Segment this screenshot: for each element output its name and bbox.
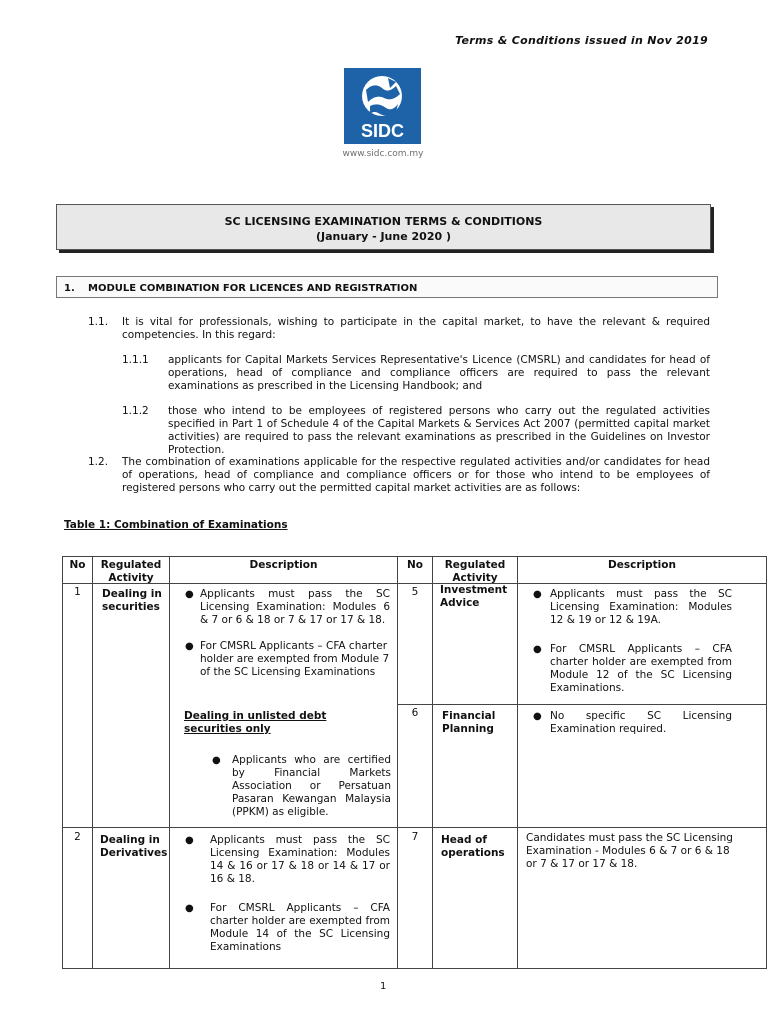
table-line — [397, 827, 767, 828]
table-line — [517, 556, 518, 969]
bullet-icon: ● — [185, 589, 194, 600]
sidc-logo — [344, 68, 421, 144]
document-title-box — [56, 204, 711, 250]
logo-text: SIDC — [360, 121, 405, 141]
para-1-1-text: It is vital for professionals, wishing to participate in the capital market, to have the relevant & required competencies. In this regard: — [122, 316, 710, 341]
description-text: No specific SC Licensing Examination required. — [550, 710, 732, 735]
section-heading: MODULE COMBINATION FOR LICENCES AND REGISTRATION — [88, 283, 418, 294]
para-1-2-number: 1.2. — [88, 456, 109, 468]
page-number: 1 — [380, 981, 387, 992]
header-no: No — [406, 559, 423, 571]
header-activity: Regulated Activity — [100, 559, 162, 584]
bullet-icon: ● — [185, 835, 194, 846]
table-line — [432, 556, 433, 969]
table-line — [62, 556, 63, 969]
table-line — [92, 556, 93, 969]
table-line — [169, 556, 170, 969]
table-line — [766, 556, 767, 969]
table-line — [397, 556, 398, 969]
table-line — [62, 827, 397, 828]
row-number: 7 — [411, 831, 419, 843]
row-number: 1 — [74, 586, 81, 598]
document-title: SC LICENSING EXAMINATION TERMS & CONDITIONS — [224, 215, 543, 228]
sub-heading-unlisted-debt: Dealing in unlisted debt securities only — [184, 710, 327, 735]
row-number: 5 — [411, 586, 419, 598]
activity-financial-planning: Financial Planning — [442, 710, 496, 735]
activity-dealing-securities: Dealing in securities — [102, 588, 162, 613]
table-line — [62, 968, 767, 969]
row-number: 2 — [74, 831, 81, 843]
description-text: For CMSRL Applicants – CFA charter holder are exempted from Module 14 of the SC Licensing Examinations — [210, 902, 390, 953]
header-description: Description — [249, 559, 318, 571]
row-number: 6 — [411, 707, 419, 719]
description-text: Applicants must pass the SC Licensing Examination: Modules 6 & 7 or 6 & 18 or 7 & 17 or 17 & 18. — [200, 588, 390, 626]
para-1-1-2-text: those who intend to be employees of registered persons who carry out the regulated activities specified in Part 1 of Schedule 4 of the Capital Markets & Services Act 2007 (permitted capital market activities) are required to pass the relevant examinations as prescribed in the Guidelines on Investor Protection. — [168, 405, 710, 456]
description-text: Candidates must pass the SC Licensing Examination - Modules 6 & 7 or 6 & 18 or 7 & 17 or 17 & 18. — [526, 832, 733, 870]
description-text: Applicants must pass the SC Licensing Examination: Modules 14 & 16 or 17 & 18 or 14 & 17 or 16 & 18. — [210, 834, 390, 885]
description-text: For CMSRL Applicants – CFA charter holder are exempted from Module 12 of the SC Licensing Examinations. — [550, 643, 732, 694]
activity-head-of-operations: Head of operations — [441, 834, 505, 859]
bullet-icon: ● — [185, 641, 194, 652]
para-1-2-text: The combination of examinations applicable for the respective regulated activities and/or candidates for head of operations, head of compliance and compliance officers or for those who intend to be employees of registered persons who carry out the permitted capital market activities are as follows: — [122, 456, 710, 494]
para-1-1-2-number: 1.1.2 — [122, 405, 149, 417]
bullet-icon: ● — [185, 903, 194, 914]
table-line — [62, 556, 767, 557]
bullet-icon: ● — [212, 755, 221, 766]
header-description: Description — [608, 559, 676, 571]
para-1-1-number: 1.1. — [88, 316, 109, 328]
description-text: Applicants who are certified by Financial Markets Association or Persatuan Pasaran Kewangan Malaysia (PPKM) as eligible. — [232, 754, 391, 818]
issued-note: Terms & Conditions issued in Nov 2019 — [455, 34, 708, 47]
activity-dealing-derivatives: Dealing in Derivatives — [100, 834, 168, 859]
website-url: www.sidc.com.my — [342, 149, 424, 159]
table-caption: Table 1: Combination of Examinations — [64, 519, 288, 531]
section-number: 1. — [64, 283, 75, 294]
para-1-1-1-number: 1.1.1 — [122, 354, 149, 366]
header-no: No — [69, 559, 86, 571]
para-1-1-1-text: applicants for Capital Markets Services Representative's Licence (CMSRL) and candidates for head of operations, head of compliance and compliance officers are required to pass the relevant examinations as prescribed in the Licensing Handbook; and — [168, 354, 710, 392]
description-text: For CMSRL Applicants – CFA charter holder are exempted from Module 7 of the SC Licensing Examinations — [200, 640, 390, 678]
activity-investment-advice: Investment Advice — [440, 584, 508, 609]
header-activity: Regulated Activity — [444, 559, 506, 584]
bullet-icon: ● — [533, 711, 542, 722]
bullet-icon: ● — [533, 589, 542, 600]
description-text: Applicants must pass the SC Licensing Examination: Modules 12 & 19 or 12 & 19A. — [550, 588, 732, 626]
bullet-icon: ● — [533, 644, 542, 655]
table-line — [397, 704, 767, 705]
document-period: (January - June 2020 ) — [316, 230, 451, 243]
